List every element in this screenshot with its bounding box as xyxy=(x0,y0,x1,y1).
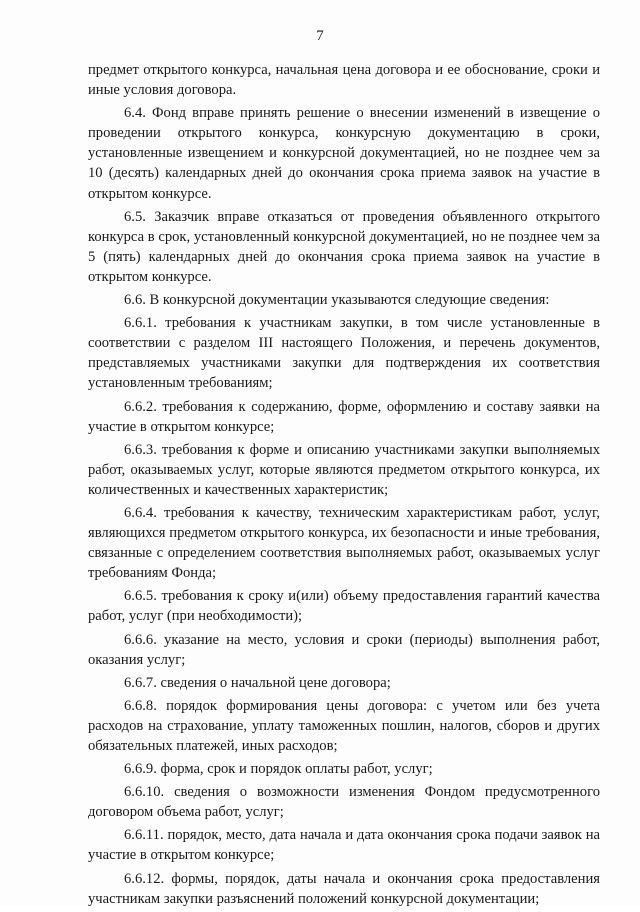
paragraph-6-6-9: 6.6.9. форма, срок и порядок оплаты работ, услуг; xyxy=(124,761,433,778)
document-body xyxy=(88,60,600,912)
paragraph-6-6-11: 6.6.11. порядок, место, дата начала и дата окончания срока подачи заявок на участие в открытом конкурсе; xyxy=(88,827,600,864)
paragraph-6-6-4: 6.6.4. требования к качеству, техническим характеристикам работ, услуг, являющихся предметом открытого конкурса, их безопасности и иные требования, связанные с определением соответствия выполняемых работ, оказываемых услуг требованиям Фонда; xyxy=(88,504,600,582)
paragraph-6-6-1: 6.6.1. требования к участникам закупки, в том числе установленные в соответствии с разделом III настоящего Положения, и перечень документов, представляемых участниками закупки для подтверждения их соответствия установленным требованиям; xyxy=(88,315,600,392)
paragraph-6-6-5: 6.6.5. требования к сроку и(или) объему предоставления гарантий качества работ, услуг (при необходимости); xyxy=(88,588,600,625)
paragraph-6-5: 6.5. Заказчик вправе отказаться от проведения объявленного открытого конкурса в срок, установленный конкурсной документацией, но не позднее чем за 5 (пять) календарных дней до окончания срока приема заявок на участие в открытом конкурсе. xyxy=(88,208,600,285)
paragraph-6-4: 6.4. Фонд вправе принять решение о внесении изменений в извещение о проведении открытого конкурса, конкурсную документацию в сроки, установленные извещением и конкурсной документацией, но не позднее чем за 10 (десять) календарных дней до окончания срока приема заявок на участие в открытом конкурсе. xyxy=(88,105,600,202)
paragraph-6-6-8: 6.6.8. порядок формирования цены договора: с учетом или без учета расходов на страхование, уплату таможенных пошлин, налогов, сборов и других обязательных платежей, иных расходов; xyxy=(88,697,600,754)
paragraph-6-6-12: 6.6.12. формы, порядок, даты начала и окончания срока предоставления участникам закупки разъяснений положений конкурсной документации; xyxy=(88,870,600,907)
page-number: 7 xyxy=(316,28,324,44)
paragraph-6-6-7: 6.6.7. сведения о начальной цене договора; xyxy=(124,674,391,691)
paragraph-6-6: 6.6. В конкурсной документации указываются следующие сведения: xyxy=(124,292,550,309)
paragraph-6-6-3: 6.6.3. требования к форме и описанию участниками закупки выполняемых работ, оказываемых услуг, которые являются предметом открытого конкурса, их количественных и качественных характеристик; xyxy=(88,441,600,498)
paragraph-6-6-10: 6.6.10. сведения о возможности изменения Фондом предусмотренного договором объема работ, услуг; xyxy=(88,784,600,821)
paragraph-6-6-6: 6.6.6. указание на место, условия и сроки (периоды) выполнения работ, оказания услуг; xyxy=(88,631,600,668)
paragraph-continuation: предмет открытого конкурса, начальная цена договора и ее обоснование, сроки и иные условия договора. xyxy=(88,62,600,99)
paragraph-6-6-2: 6.6.2. требования к содержанию, форме, оформлению и составу заявки на участие в открытом конкурсе; xyxy=(88,398,600,435)
